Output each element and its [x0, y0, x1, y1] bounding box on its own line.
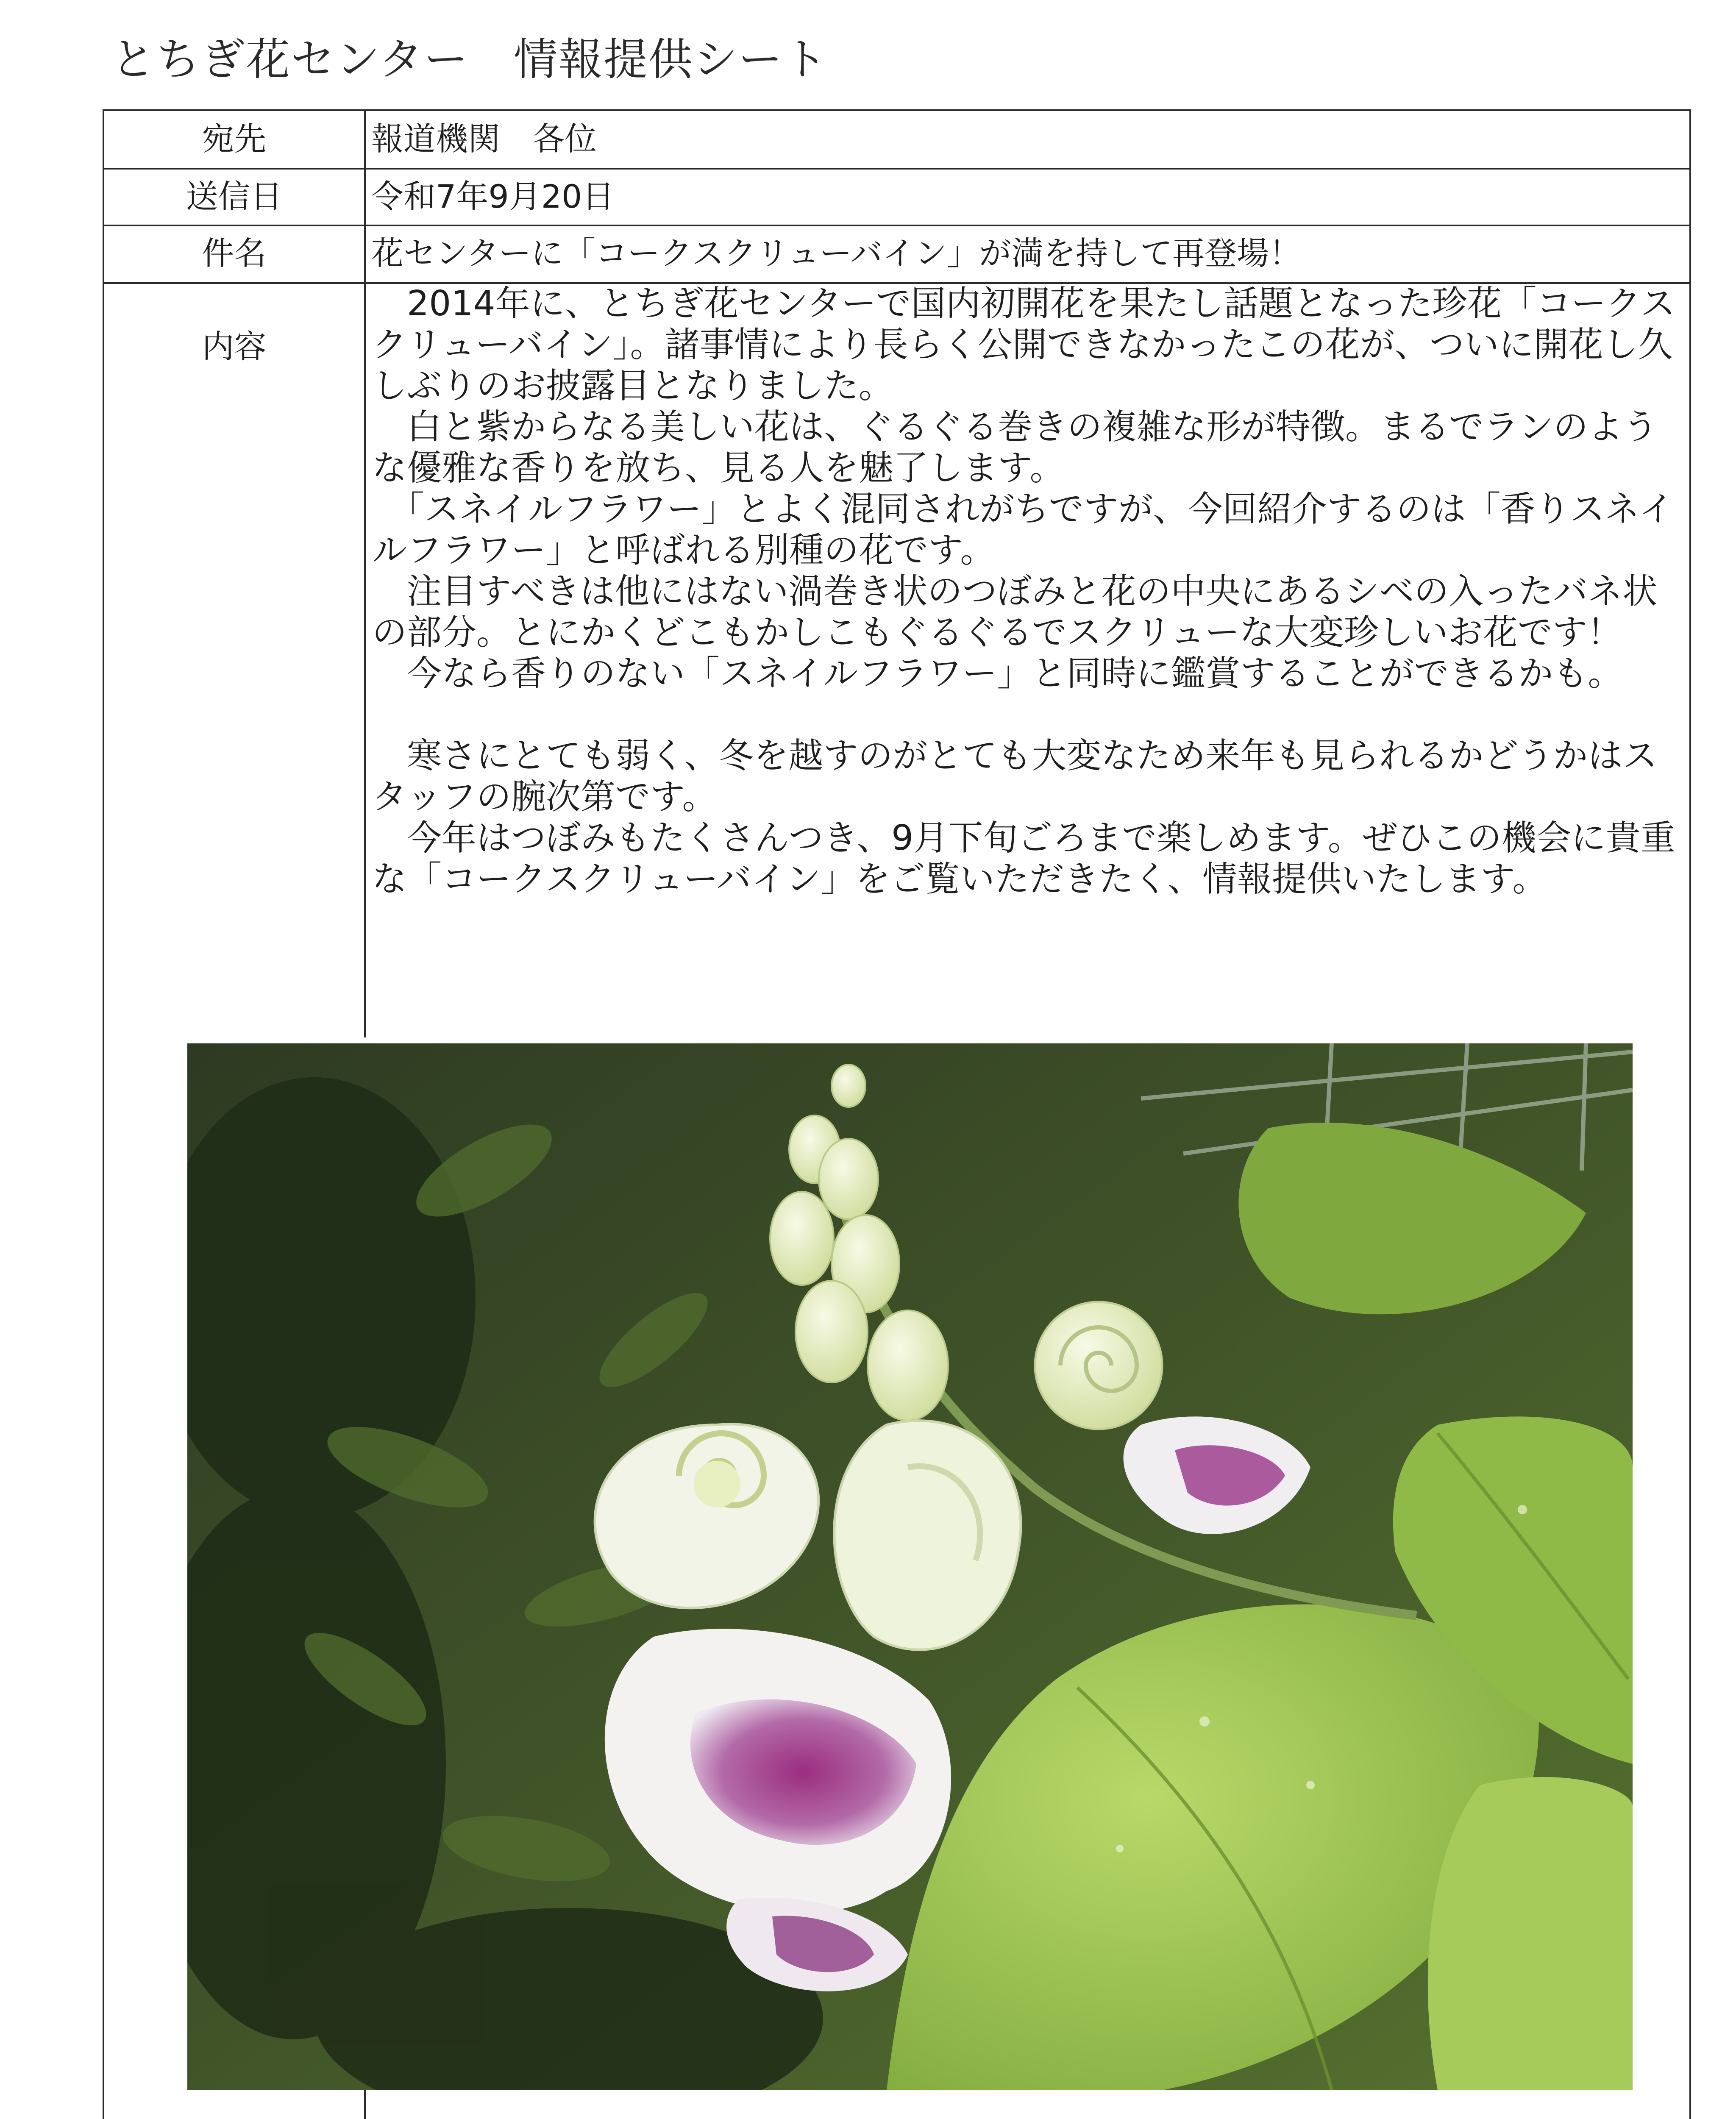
content-paragraph: 注目すべきは他にはない渦巻き状のつぼみと花の中央にあるシベの入ったバネ状の部分。とにかくどこもかしこもぐるぐるでスクリューな大変珍しいお花です！ [372, 571, 1658, 653]
content-paragraph: 寒さにとても弱く、冬を越すのがとても大変なため来年も見られるかどうかはスタッフの腕次第です。 [372, 736, 1658, 817]
send-date-label: 送信日 [186, 178, 283, 215]
table-row-divider [104, 168, 1689, 170]
content-paragraph: 今なら香りのない「スネイルフラワー」と同時に鑑賞することができるかも。 [407, 653, 1623, 694]
content-blank-line [372, 694, 1682, 735]
content-paragraph: 白と紫からなる美しい花は、ぐるぐる巻きの複雑な形が特徴。まるでランのような優雅な香りを放ち、見る人を魅了します。 [372, 407, 1658, 488]
corkscrew-vine-flower-photo [187, 1043, 1633, 2090]
table-border-top [104, 109, 1689, 111]
addressee-value: 報道機関 各位 [371, 120, 597, 158]
content-label: 内容 [202, 328, 267, 365]
content-paragraph: 「スネイルフラワー」とよく混同されがちですが、今回紹介するのは「香りスネイルフラワー」と呼ばれる別種の花です。 [372, 489, 1674, 570]
content-paragraph: 2014年に、とちぎ花センターで国内初開花を果たし話題となった珍花「コークスクリューバイン」。諸事情により長らく公開できなかったこの花が、ついに開花し久しぶりのお披露目となりました。 [372, 284, 1675, 406]
addressee-label: 宛先 [202, 120, 267, 158]
table-row-divider [104, 225, 1689, 226]
subject-value: 花センターに「コークスクリューバイン」が満を持して再登場！ [371, 234, 1302, 272]
subject-label: 件名 [202, 234, 267, 272]
table-column-divider-bottom [364, 2088, 366, 2119]
table-column-divider [364, 109, 366, 1037]
send-date-value: 令和7年9月20日 [371, 178, 615, 215]
document-title: とちぎ花センター 情報提供シート [111, 33, 828, 85]
content-paragraph: 今年はつぼみもたくさんつき、9月下旬ごろまで楽しめます。ぜひこの機会に貴重な「コークスクリューバイン」をご覧いただきたく、情報提供いたします。 [372, 818, 1675, 899]
content-body [372, 283, 1682, 900]
